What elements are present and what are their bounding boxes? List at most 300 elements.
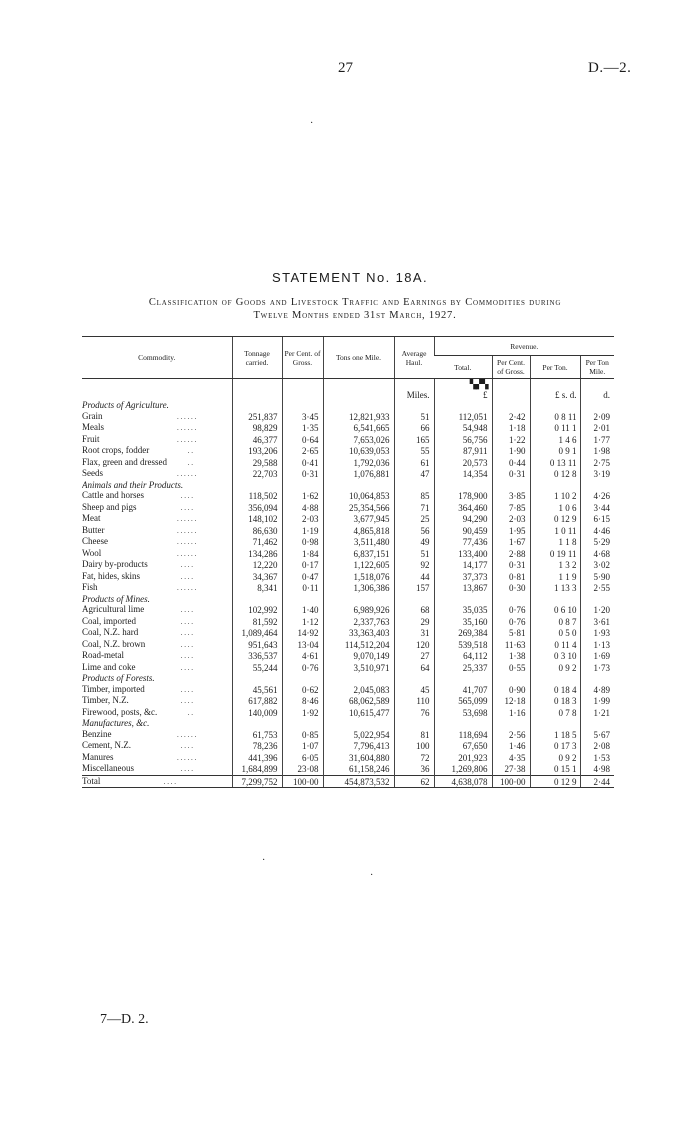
- stamp-icon: ▚▞▚: [469, 379, 488, 389]
- tonnage-cell: 193,206: [232, 445, 282, 457]
- subtitle-line-1: Classification of Goods and Livestock Traffic and Earnings by Commodities during: [148, 297, 562, 308]
- per-ton-mile-cell: 3·02: [580, 559, 614, 571]
- revenue-total-cell: 364,460: [434, 502, 492, 514]
- revenue-total-cell: 67,650: [434, 740, 492, 752]
- leader-dots: . . . .: [180, 652, 193, 660]
- pct-gross-cell: 13·04: [282, 639, 323, 651]
- revenue-pct-cell: 2·42: [492, 411, 530, 423]
- pct-gross-cell: 1·62: [282, 490, 323, 502]
- per-ton-mile-cell: 4·26: [580, 490, 614, 502]
- tonnage-cell: 98,829: [232, 422, 282, 434]
- per-ton-cell: 0 7 8: [530, 707, 580, 719]
- per-ton-mile-cell: 1·13: [580, 639, 614, 651]
- pct-gross-cell: 1·84: [282, 548, 323, 560]
- total-tonnage-cell: 7,299,752: [232, 775, 282, 788]
- per-ton-cell: 0 5 0: [530, 627, 580, 639]
- table-row: [82, 490, 614, 502]
- average-haul-cell: 92: [394, 559, 434, 571]
- per-ton-cell: 1 4 6: [530, 434, 580, 446]
- commodity-name: Timber, imported: [82, 683, 145, 694]
- commodity-cell: [82, 548, 232, 560]
- commodity-cell: [82, 752, 232, 764]
- pct-gross-cell: 2·03: [282, 513, 323, 525]
- revenue-pct-cell: 1·95: [492, 525, 530, 537]
- tonnage-cell: 148,102: [232, 513, 282, 525]
- pct-gross-cell: 6·05: [282, 752, 323, 764]
- leader-dots: . . . . . .: [177, 412, 197, 421]
- tons-one-mile-cell: 5,022,954: [323, 729, 394, 741]
- commodity-name: Butter: [82, 524, 105, 535]
- revenue-total-cell: 87,911: [434, 445, 492, 457]
- revenue-pct-cell: 0·76: [492, 604, 530, 616]
- revenue-total-cell: 201,923: [434, 752, 492, 764]
- revenue-pct-cell: 2·88: [492, 548, 530, 560]
- commodity-name: Seeds: [82, 468, 103, 478]
- commodity-cell: [82, 763, 232, 775]
- commodity-cell: [82, 616, 232, 628]
- tons-one-mile-cell: 10,639,053: [323, 445, 394, 457]
- per-ton-mile-cell: 4·98: [580, 763, 614, 775]
- revenue-total-cell: 14,354: [434, 468, 492, 480]
- tons-one-mile-cell: 1,076,881: [323, 468, 394, 480]
- table-row: [82, 445, 614, 457]
- commodity-cell: [82, 571, 232, 583]
- pct-gross-cell: 0·11: [282, 582, 323, 594]
- tons-one-mile-cell: 3,677,945: [323, 513, 394, 525]
- header-commodity: Commodity.: [82, 337, 232, 379]
- tons-one-mile-cell: 7,653,026: [323, 434, 394, 446]
- tonnage-cell: 71,462: [232, 536, 282, 548]
- commodity-cell: [82, 422, 232, 434]
- average-haul-cell: 44: [394, 571, 434, 583]
- leader-dots: . . . . . .: [177, 549, 197, 558]
- tons-one-mile-cell: 6,837,151: [323, 548, 394, 560]
- tonnage-cell: 81,592: [232, 616, 282, 628]
- revenue-pct-cell: 12·18: [492, 695, 530, 707]
- per-ton-mile-cell: 2·09: [580, 411, 614, 423]
- leader-dots: . . . . . .: [177, 584, 197, 592]
- header-tonnage: Tonnage carried.: [232, 337, 282, 379]
- tons-one-mile-cell: 1,792,036: [323, 457, 394, 469]
- revenue-total-cell: 20,573: [434, 457, 492, 469]
- commodity-cell: [82, 536, 232, 548]
- pct-gross-cell: 0·85: [282, 729, 323, 741]
- header-average-haul: Average Haul.: [394, 337, 434, 379]
- total-revenue-pct-cell: 100·00: [492, 775, 530, 788]
- leader-dots: . . . . . .: [177, 435, 197, 444]
- commodity-cell: [82, 457, 232, 469]
- tonnage-cell: 12,220: [232, 559, 282, 571]
- document-reference: D.—2.: [588, 60, 632, 76]
- pct-gross-cell: 14·92: [282, 627, 323, 639]
- leader-dots: . . . .: [180, 765, 193, 773]
- commodity-name: Cement, N.Z.: [82, 740, 131, 750]
- revenue-total-cell: 53,698: [434, 707, 492, 719]
- tonnage-cell: 61,753: [232, 729, 282, 741]
- revenue-pct-cell: 0·44: [492, 457, 530, 469]
- per-ton-mile-cell: 6·15: [580, 513, 614, 525]
- commodity-cell: [82, 513, 232, 525]
- commodity-name: Meals: [82, 422, 104, 432]
- per-ton-mile-cell: 1·21: [580, 707, 614, 719]
- commodity-cell: [82, 650, 232, 662]
- revenue-total-cell: 269,384: [434, 627, 492, 639]
- average-haul-cell: 51: [394, 411, 434, 423]
- per-ton-cell: 1 13 3: [530, 582, 580, 594]
- leader-dots: . . . .: [180, 640, 193, 649]
- pct-gross-cell: 1·19: [282, 525, 323, 537]
- statement-subtitle: [70, 296, 640, 322]
- total-label-cell: [82, 775, 232, 788]
- per-ton-mile-cell: 3·61: [580, 616, 614, 628]
- per-ton-cell: 0 6 10: [530, 604, 580, 616]
- table-row: [82, 411, 614, 423]
- commodity-name: Wool: [82, 547, 102, 558]
- per-ton-cell: 0 3 10: [530, 650, 580, 662]
- tons-one-mile-cell: 12,821,933: [323, 411, 394, 423]
- revenue-total-cell: 56,756: [434, 434, 492, 446]
- per-ton-cell: 0 13 11: [530, 457, 580, 469]
- unit-pounds: ▚▞▚ £: [434, 379, 492, 401]
- tons-one-mile-cell: 9,070,149: [323, 650, 394, 662]
- revenue-total-cell: 539,518: [434, 639, 492, 651]
- commodity-name: Timber, N.Z.: [82, 695, 129, 705]
- average-haul-cell: 49: [394, 536, 434, 548]
- revenue-total-cell: 118,694: [434, 729, 492, 741]
- total-average-haul-cell: 62: [394, 775, 434, 788]
- pct-gross-cell: 23·08: [282, 763, 323, 775]
- tonnage-cell: 336,537: [232, 650, 282, 662]
- per-ton-cell: 0 17 3: [530, 740, 580, 752]
- tonnage-cell: 118,502: [232, 490, 282, 502]
- leader-dots: . . . .: [180, 697, 193, 705]
- revenue-pct-cell: 1·22: [492, 434, 530, 446]
- table-row: [82, 434, 614, 446]
- tons-one-mile-cell: 25,354,566: [323, 502, 394, 514]
- commodity-cell: [82, 445, 232, 457]
- per-ton-mile-cell: 1·77: [580, 434, 614, 446]
- leader-dots: . . . . . .: [177, 526, 197, 535]
- group-heading-row: [82, 480, 614, 491]
- pct-gross-cell: 1·92: [282, 707, 323, 719]
- per-ton-cell: 0 9 1: [530, 445, 580, 457]
- leader-dots: . .: [187, 447, 193, 455]
- revenue-pct-cell: 1·67: [492, 536, 530, 548]
- leader-dots: . . . .: [180, 561, 193, 569]
- group-heading: Products of Agriculture.: [82, 400, 169, 410]
- revenue-total-cell: 90,459: [434, 525, 492, 537]
- per-ton-mile-cell: 1·73: [580, 662, 614, 674]
- group-heading-row: [82, 673, 614, 684]
- tonnage-cell: 251,837: [232, 411, 282, 423]
- tons-one-mile-cell: 68,062,589: [323, 695, 394, 707]
- table-row: [82, 536, 614, 548]
- per-ton-cell: 0 8 11: [530, 411, 580, 423]
- commodity-cell: [82, 502, 232, 514]
- tons-one-mile-cell: 61,158,246: [323, 763, 394, 775]
- revenue-total-cell: 64,112: [434, 650, 492, 662]
- commodity-name: Meat: [82, 513, 101, 523]
- revenue-total-cell: 54,948: [434, 422, 492, 434]
- average-haul-cell: 31: [394, 627, 434, 639]
- leader-dots: . . . .: [180, 503, 193, 512]
- tonnage-cell: 29,588: [232, 457, 282, 469]
- subtitle-line-2: Twelve Months ended 31st March, 1927.: [253, 310, 457, 321]
- commodity-name: Coal, N.Z. brown: [82, 638, 146, 649]
- revenue-total-cell: 37,373: [434, 571, 492, 583]
- revenue-pct-cell: 11·63: [492, 639, 530, 651]
- table-row: [82, 662, 614, 674]
- per-ton-cell: 0 11 1: [530, 422, 580, 434]
- tonnage-cell: 441,396: [232, 752, 282, 764]
- revenue-total-cell: 77,436: [434, 536, 492, 548]
- table-row: [82, 571, 614, 583]
- per-ton-mile-cell: 1·69: [580, 650, 614, 662]
- average-haul-cell: 29: [394, 616, 434, 628]
- average-haul-cell: 56: [394, 525, 434, 537]
- commodity-name: Fat, hides, skins: [82, 570, 141, 581]
- pct-gross-cell: 4·61: [282, 650, 323, 662]
- per-ton-cell: 0 8 7: [530, 616, 580, 628]
- tonnage-cell: 8,341: [232, 582, 282, 594]
- revenue-total-cell: 133,400: [434, 548, 492, 560]
- per-ton-cell: 1 0 6: [530, 502, 580, 514]
- group-heading-row: [82, 718, 614, 729]
- per-ton-mile-cell: 4·46: [580, 525, 614, 537]
- total-tons-one-mile-cell: 454,873,532: [323, 775, 394, 788]
- revenue-pct-cell: 0·31: [492, 559, 530, 571]
- revenue-total-cell: 94,290: [434, 513, 492, 525]
- pct-gross-cell: 0·31: [282, 468, 323, 480]
- average-haul-cell: 68: [394, 604, 434, 616]
- revenue-pct-cell: 4·35: [492, 752, 530, 764]
- tonnage-cell: 617,882: [232, 695, 282, 707]
- revenue-total-cell: 41,707: [434, 684, 492, 696]
- tons-one-mile-cell: 33,363,403: [323, 627, 394, 639]
- leader-dots: . . . .: [163, 777, 176, 786]
- per-ton-mile-cell: 2·55: [580, 582, 614, 594]
- tonnage-cell: 356,094: [232, 502, 282, 514]
- average-haul-cell: 45: [394, 684, 434, 696]
- per-ton-cell: 0 12 9: [530, 513, 580, 525]
- pct-gross-cell: 1·07: [282, 740, 323, 752]
- average-haul-cell: 47: [394, 468, 434, 480]
- table-row: [82, 502, 614, 514]
- commodity-name: Fish: [82, 582, 98, 592]
- per-ton-cell: 1 0 11: [530, 525, 580, 537]
- tonnage-cell: 140,009: [232, 707, 282, 719]
- header-tons-one-mile: Tons one Mile.: [323, 337, 394, 379]
- average-haul-cell: 36: [394, 763, 434, 775]
- table-row: [82, 582, 614, 594]
- pct-gross-cell: 4·88: [282, 502, 323, 514]
- revenue-total-cell: 565,099: [434, 695, 492, 707]
- header-revenue-pct-gross: Per Cent. of Gross.: [492, 356, 530, 379]
- commodity-cell: [82, 559, 232, 571]
- table-row: [82, 684, 614, 696]
- commodity-name: Grain: [82, 410, 103, 421]
- tonnage-cell: 1,089,464: [232, 627, 282, 639]
- leader-dots: . . . .: [180, 606, 193, 614]
- leader-dots: . . . .: [180, 629, 193, 637]
- revenue-total-cell: 35,035: [434, 604, 492, 616]
- commodity-name: Coal, N.Z. hard: [82, 627, 139, 637]
- tonnage-cell: 46,377: [232, 434, 282, 446]
- per-ton-mile-cell: 2·75: [580, 457, 614, 469]
- commodity-name: Sheep and pigs: [82, 501, 137, 512]
- unit-miles: Miles.: [394, 379, 434, 401]
- total-row: [82, 775, 614, 788]
- total-pct-gross-cell: 100·00: [282, 775, 323, 788]
- per-ton-mile-cell: 1·99: [580, 695, 614, 707]
- commodity-name: Cattle and horses: [82, 490, 144, 500]
- revenue-total-cell: 25,337: [434, 662, 492, 674]
- commodity-name: Manures: [82, 751, 114, 762]
- tonnage-cell: 22,703: [232, 468, 282, 480]
- commodity-name: Road-metal: [82, 650, 124, 660]
- leader-dots: . . . . . .: [177, 424, 197, 432]
- table-row: [82, 548, 614, 560]
- table-row: [82, 707, 614, 719]
- tons-one-mile-cell: 2,045,083: [323, 684, 394, 696]
- per-ton-cell: 1 18 5: [530, 729, 580, 741]
- leader-dots: . .: [187, 458, 193, 467]
- header-per-ton: Per Ton.: [530, 356, 580, 379]
- commodity-cell: [82, 695, 232, 707]
- per-ton-mile-cell: 1·53: [580, 752, 614, 764]
- per-ton-mile-cell: 1·93: [580, 627, 614, 639]
- revenue-pct-cell: 0·81: [492, 571, 530, 583]
- leader-dots: . . . . . .: [177, 753, 197, 762]
- commodity-name: Agricultural lime: [82, 604, 145, 614]
- revenue-pct-cell: 27·38: [492, 763, 530, 775]
- per-ton-mile-cell: 1·20: [580, 604, 614, 616]
- per-ton-cell: 0 15 1: [530, 763, 580, 775]
- per-ton-mile-cell: 5·29: [580, 536, 614, 548]
- group-heading: Manufactures, &c.: [82, 718, 150, 728]
- commodity-name: Coal, imported: [82, 615, 136, 626]
- units-row: [82, 379, 614, 401]
- per-ton-mile-cell: 3·44: [580, 502, 614, 514]
- leader-dots: . . . .: [180, 492, 193, 500]
- table-row: [82, 729, 614, 741]
- page-footer: 7—D. 2.: [100, 1012, 149, 1027]
- commodity-name: Dairy by-products: [82, 559, 148, 569]
- tons-one-mile-cell: 2,337,763: [323, 616, 394, 628]
- tonnage-cell: 134,286: [232, 548, 282, 560]
- tons-one-mile-cell: 1,122,605: [323, 559, 394, 571]
- revenue-pct-cell: 2·03: [492, 513, 530, 525]
- per-ton-mile-cell: 5·90: [580, 571, 614, 583]
- tonnage-cell: 102,992: [232, 604, 282, 616]
- per-ton-cell: 0 18 4: [530, 684, 580, 696]
- commodity-traffic-table: [82, 336, 614, 788]
- commodity-cell: [82, 490, 232, 502]
- average-haul-cell: 165: [394, 434, 434, 446]
- commodity-name: Fruit: [82, 433, 100, 444]
- per-ton-mile-cell: 1·98: [580, 445, 614, 457]
- pct-gross-cell: 0·62: [282, 684, 323, 696]
- commodity-cell: [82, 662, 232, 674]
- revenue-total-cell: 112,051: [434, 411, 492, 423]
- tonnage-cell: 951,643: [232, 639, 282, 651]
- leader-dots: . . . .: [180, 572, 193, 581]
- tons-one-mile-cell: 1,306,386: [323, 582, 394, 594]
- header-pct-gross: Per Cent. of Gross.: [282, 337, 323, 379]
- tonnage-cell: 78,236: [232, 740, 282, 752]
- commodity-cell: [82, 434, 232, 446]
- average-haul-cell: 51: [394, 548, 434, 560]
- table-header: [82, 337, 614, 379]
- revenue-total-cell: 178,900: [434, 490, 492, 502]
- group-heading: Products of Mines.: [82, 593, 150, 604]
- average-haul-cell: 157: [394, 582, 434, 594]
- revenue-pct-cell: 1·90: [492, 445, 530, 457]
- per-ton-mile-cell: 3·19: [580, 468, 614, 480]
- commodity-cell: [82, 707, 232, 719]
- commodity-name: Flax, green and dressed: [82, 456, 167, 467]
- commodity-name: Miscellaneous: [82, 763, 134, 773]
- group-heading-row: [82, 594, 614, 605]
- total-revenue-total-cell: 4,638,078: [434, 775, 492, 788]
- commodity-cell: [82, 627, 232, 639]
- speck-mark: ·: [262, 855, 266, 866]
- average-haul-cell: 55: [394, 445, 434, 457]
- revenue-total-cell: 1,269,806: [434, 763, 492, 775]
- statement-title: STATEMENT No. 18A.: [272, 270, 428, 285]
- per-ton-cell: 0 11 4: [530, 639, 580, 651]
- per-ton-mile-cell: 4·89: [580, 684, 614, 696]
- revenue-pct-cell: 1·18: [492, 422, 530, 434]
- per-ton-mile-cell: 5·67: [580, 729, 614, 741]
- pct-gross-cell: 1·35: [282, 422, 323, 434]
- tons-one-mile-cell: 10,064,853: [323, 490, 394, 502]
- tons-one-mile-cell: 4,865,818: [323, 525, 394, 537]
- unit-lsd: £ s. d.: [530, 379, 580, 401]
- table-row: [82, 639, 614, 651]
- revenue-pct-cell: 0·55: [492, 662, 530, 674]
- commodity-name: Benzine: [82, 728, 112, 739]
- tonnage-cell: 45,561: [232, 684, 282, 696]
- leader-dots: . . . . . .: [177, 730, 197, 739]
- revenue-total-cell: 14,177: [434, 559, 492, 571]
- pct-gross-cell: 0·41: [282, 457, 323, 469]
- revenue-pct-cell: 2·56: [492, 729, 530, 741]
- leader-dots: . . . .: [180, 663, 193, 672]
- commodity-cell: [82, 411, 232, 423]
- revenue-pct-cell: 7·85: [492, 502, 530, 514]
- leader-dots: . . . . . .: [177, 538, 197, 546]
- commodity-cell: [82, 525, 232, 537]
- average-haul-cell: 61: [394, 457, 434, 469]
- table-row: [82, 740, 614, 752]
- revenue-pct-cell: 1·16: [492, 707, 530, 719]
- leader-dots: . . . .: [180, 617, 193, 626]
- leader-dots: . . . . . .: [177, 515, 197, 523]
- speck-mark: ·: [370, 870, 374, 881]
- commodity-cell: [82, 582, 232, 594]
- revenue-pct-cell: 3·85: [492, 490, 530, 502]
- tons-one-mile-cell: 6,541,665: [323, 422, 394, 434]
- average-haul-cell: 85: [394, 490, 434, 502]
- table-row: [82, 627, 614, 639]
- pct-gross-cell: 0·98: [282, 536, 323, 548]
- header-revenue-total: Total.: [434, 356, 492, 379]
- average-haul-cell: 25: [394, 513, 434, 525]
- tonnage-cell: 34,367: [232, 571, 282, 583]
- tons-one-mile-cell: 10,615,477: [323, 707, 394, 719]
- average-haul-cell: 120: [394, 639, 434, 651]
